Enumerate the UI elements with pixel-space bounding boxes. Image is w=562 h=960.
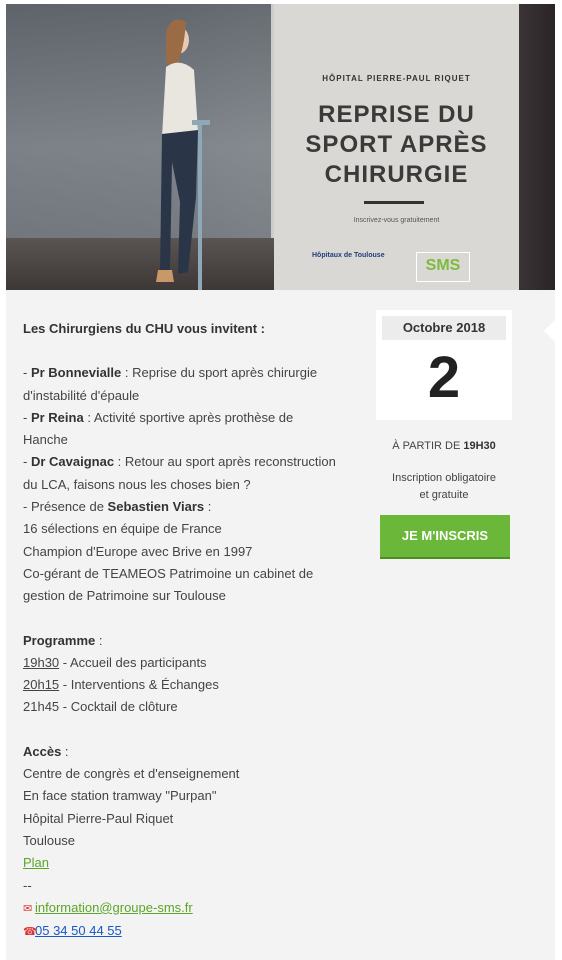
programme-time: 20h15	[23, 677, 60, 693]
guest-line: gestion de Patrimoine sur Toulouse	[23, 588, 226, 604]
acces-title: Accès	[23, 743, 62, 759]
speaker-name: Dr Cavaignac	[30, 454, 115, 470]
speaker-prefix: -	[23, 454, 31, 470]
speaker-line	[23, 407, 363, 429]
speaker-name: Pr Reina	[30, 409, 84, 425]
separator: --	[23, 877, 32, 893]
event-time	[376, 440, 512, 452]
registration-line: Inscription obligatoire	[392, 472, 496, 484]
hero-title-line: CHIRURGIE	[324, 161, 469, 188]
event-description	[23, 318, 363, 943]
speaker-name: Sebastien Viars	[107, 499, 205, 515]
sms-logo: SMS	[416, 252, 470, 282]
speaker-line: Hanche	[23, 432, 68, 448]
programme-heading	[23, 630, 363, 652]
register-button[interactable]: JE M'INSCRIS	[380, 515, 510, 559]
hopitaux-toulouse-logo: Hôpitaux de Toulouse	[312, 252, 385, 259]
programme-title-suffix: :	[95, 632, 103, 648]
email-icon: ✉	[23, 902, 33, 915]
programme-label: - Interventions & Échanges	[59, 677, 219, 693]
programme-time: 19h30	[23, 654, 60, 670]
event-details	[6, 290, 555, 960]
card-notch	[544, 320, 555, 342]
speaker-line	[23, 362, 363, 384]
hero-hospital-name: HÔPITAL PIERRE-PAUL RIQUET	[322, 74, 471, 83]
speaker-topic: :	[204, 499, 212, 515]
programme-item	[23, 674, 363, 696]
phone-link[interactable]: 05 34 50 44 55	[35, 923, 122, 939]
event-time-value: 19H30	[463, 440, 496, 452]
speaker-name: Pr Bonnevialle	[30, 365, 122, 381]
hero-title	[274, 100, 519, 190]
speaker-line	[23, 451, 363, 473]
phone-icon: ☎	[23, 926, 37, 939]
woman-on-crutch-illustration	[136, 12, 226, 290]
speaker-line	[23, 496, 363, 518]
event-day: 2	[427, 345, 461, 410]
date-card	[376, 310, 512, 420]
speaker-prefix: -	[23, 409, 31, 425]
acces-heading	[23, 741, 363, 763]
programme-time: 21h45	[23, 699, 60, 715]
event-month: Octobre 2018	[382, 316, 506, 340]
programme-item	[23, 652, 363, 674]
speaker-prefix: -	[23, 365, 31, 381]
hero-invite-text: Inscrivez-vous gratuitement	[353, 217, 440, 224]
registration-note	[376, 470, 512, 504]
acces-line: Toulouse	[23, 832, 76, 848]
acces-title-suffix: :	[61, 743, 69, 759]
acces-line: En face station tramway "Purpan"	[23, 788, 217, 804]
hero-banner	[6, 4, 555, 290]
hero-divider	[364, 201, 424, 204]
speaker-topic: : Reprise du sport après chirurgie	[121, 365, 318, 381]
programme-title: Programme	[23, 632, 96, 648]
acces-line: Centre de congrès et d'enseignement	[23, 766, 240, 782]
plan-link[interactable]: Plan	[23, 855, 50, 871]
email-link[interactable]: information@groupe-sms.fr	[35, 899, 193, 915]
speaker-topic: : Retour au sport après reconstruction	[114, 454, 336, 470]
hero-title-line: REPRISE DU	[318, 101, 475, 128]
programme-label: - Accueil des participants	[59, 654, 207, 670]
guest-line: Co-gérant de TEAMEOS Patrimoine un cabinet de	[23, 565, 314, 581]
guest-line: Champion d'Europe avec Brive en 1997	[23, 543, 253, 559]
event-time-label: À PARTIR DE	[392, 440, 464, 452]
guest-line: 16 sélections en équipe de France	[23, 521, 222, 537]
programme-label: - Cocktail de clôture	[59, 699, 178, 715]
hero-title-line: SPORT APRÈS	[305, 131, 488, 158]
speaker-topic: : Activité sportive après prothèse de	[83, 409, 294, 425]
speaker-line: d'instabilité d'épaule	[23, 387, 140, 403]
acces-line: Hôpital Pierre-Paul Riquet	[23, 810, 174, 826]
registration-line: et gratuite	[419, 489, 469, 501]
speaker-line: du LCA, faisons nous les choses bien ?	[23, 476, 251, 492]
programme-item	[23, 696, 363, 718]
hero-edge	[519, 4, 555, 290]
speaker-prefix: - Présence de	[23, 499, 108, 515]
intro-text: Les Chirurgiens du CHU vous invitent :	[23, 321, 265, 336]
